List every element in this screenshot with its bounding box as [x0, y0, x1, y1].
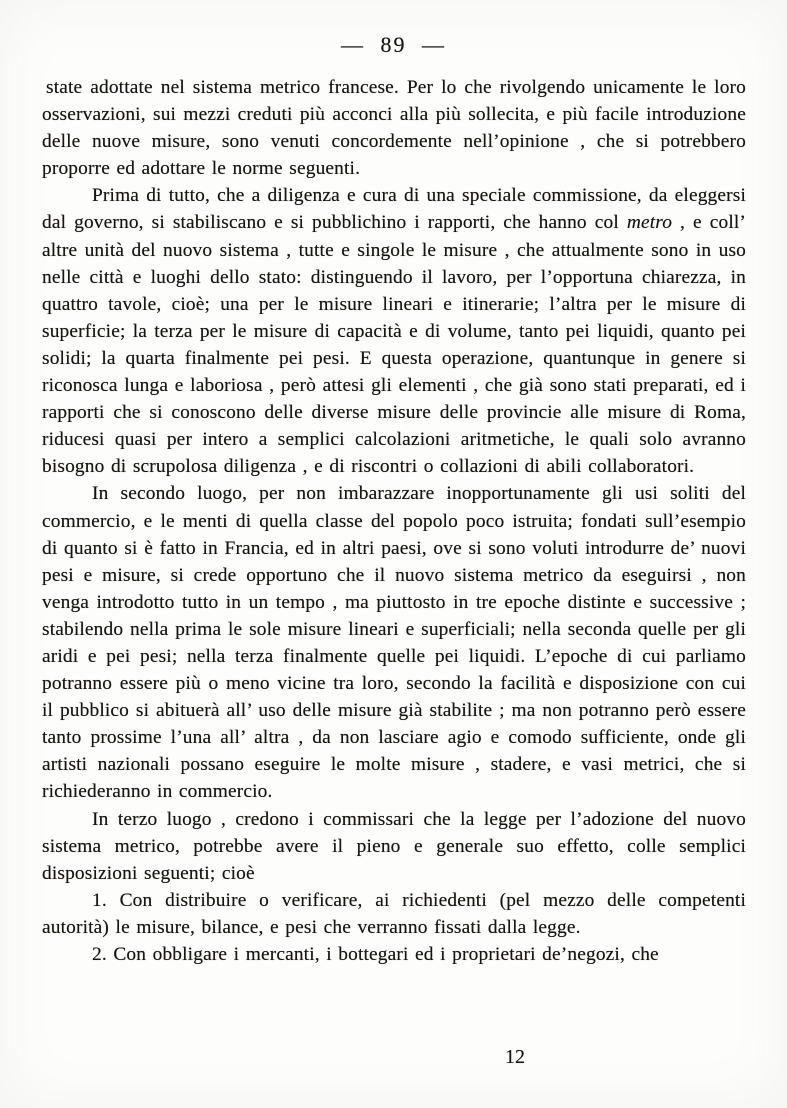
page-header [0, 32, 787, 58]
text-block [42, 74, 746, 968]
list-item-1: 1. Con distribuire o verificare, ai richiedenti (pel mezzo delle competenti autorità) le misure, bilance, e pesi che verranno fissati dalla legge. [42, 889, 746, 938]
list-item-2: 2. Con obbligare i mercanti, i bottegari ed i proprietari de’negozi, che [92, 944, 659, 965]
page-number: — 89 — [341, 32, 446, 57]
signature-mark: 12 [505, 1046, 525, 1068]
paragraph-in-secondo-luogo: In secondo luogo, per non imbarazzare inopportunamente gli usi soliti del commercio, e le menti di quella classe del popolo poco istruita; fondati sull’esempio di quanto si è fatto in Francia, ed in altri paesi, ove si sono voluti introdurre de’ nuovi pesi e misure, si crede opportuno che il nuovo sistema metrico da eseguirsi , non venga introdotto tutto in un tempo , ma piuttosto in tre epoche distinte e successive ; stabilendo nella prima le sole misure lineari e superficiali; nella seconda quelle per gli aridi e pei pesi; nella terza finalmente quelle pei liquidi. L’epoche di cui parliamo potranno essere più o meno vicine tra loro, secondo la facilità e disposizione con cui il pubblico si abituerà all’ uso delle misure già stabilite ; ma non potranno però essere tanto prossime l’una all’ altra , da non lasciare agio e comodo sufficiente, onde gli artisti nazionali possano eseguire le molte misure , stadere, e vasi metrici, che si richiederanno in commercio. [42, 483, 746, 803]
paragraph-segment: , e coll’ altre unità del nuovo sistema , tutte e singole le misure , che attualmente sono in uso nelle città e luoghi dello stato: distinguendo il lavoro, per l’opportuna chiarezza, in quattro tavole, cioè; una per le misure lineari e itinerarie; l’altra per le misure di superficie; la terza per le misure di capacità e di volume, tanto pei liquidi, quanto pei solidi; la quarta finalmente pei pesi. E questa operazione, quantunque in genere si riconosca lunga e laboriosa , però attesi gli elementi , che già sono stati preparati, ed i rapporti che si conoscono delle diverse misure delle provincie alle misure di Roma, riducesi quasi per intero a semplici calcolazioni aritmetiche, le quali solo avranno bisogno di scrupolosa diligenza , e di riscontri o collazioni di abili collaboratori. [42, 212, 746, 478]
paragraph-segment: Prima di tutto, che a diligenza e cura di una speciale commissione, da eleggersi dal governo, si stabiliscano e si pubblichino i rapporti, che hanno col [42, 185, 746, 234]
paragraph-prima-di-tutto [42, 182, 746, 480]
paragraph-in-terzo-luogo: In terzo luogo , credono i commissari che la legge per l’adozione del nuovo sistema metrico, potrebbe avere il pieno e generale suo effetto, colle semplici disposizioni seguenti; cioè [42, 808, 746, 884]
paragraph-continuation: state adottate nel sistema metrico francese. Per lo che rivolgendo unicamente le loro osservazioni, sui mezzi creduti più acconci alla più sollecita, e più facile introduzione delle nuove misure, sono venuti concordemente nell’opinione , che si potrebbero proporre ed adottare le norme seguenti. [42, 77, 746, 180]
italic-term-metro: metro [626, 212, 673, 234]
